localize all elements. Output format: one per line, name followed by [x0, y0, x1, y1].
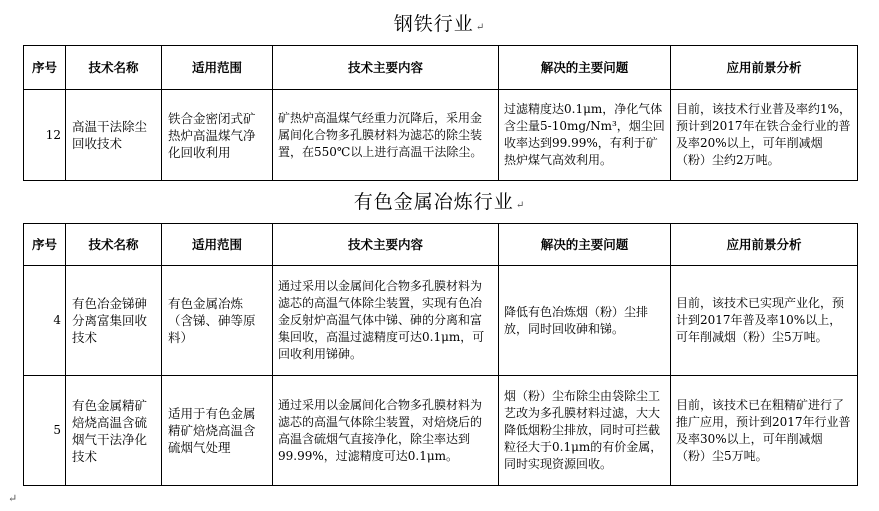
header-content: 技术主要内容: [273, 224, 499, 266]
cell-scope: 适用于有色金属精矿焙烧高温含硫烟气处理: [162, 376, 273, 486]
header-problem: 解决的主要问题: [499, 46, 671, 90]
header-no: 序号: [24, 46, 66, 90]
cell-problem: 烟（粉）尘布除尘由袋除尘工艺改为多孔膜材料过滤，大大降低烟粉尘排放，同时可拦截粒径大于0.1μm的有价金属，同时实现资源回收。: [499, 376, 671, 486]
paragraph-mark: ↵: [8, 492, 18, 505]
cell-content: 通过采用以金属间化合物多孔膜材料为滤芯的高温气体除尘装置，对焙烧后的高温含硫烟气直接净化，除尘率达到99.99%，过滤精度可达0.1μm。: [273, 376, 499, 486]
cell-problem: 过滤精度达0.1μm，净化气体含尘量5-10mg/Nm³，烟尘回收率达到99.99%，有利于矿热炉煤气高效利用。: [499, 90, 671, 181]
cell-scope: 有色金属冶炼（含锑、砷等原料）: [162, 266, 273, 376]
steel-industry-table: [23, 45, 858, 181]
cell-outlook: 目前，该技术已在粗精矿进行了推广应用，预计到2017年行业普及率30%以上，可年削减烟（粉）尘5万吨。: [671, 376, 858, 486]
cell-outlook: 目前，该技术已实现产业化，预计到2017年普及率10%以上，可年削减烟（粉）尘5万吨。: [671, 266, 858, 376]
cell-outlook: 目前，该技术行业普及率约1%，预计到2017年在铁合金行业的普及率20%以上，可年削减烟（粉）尘约2万吨。: [671, 90, 858, 181]
table-header-row: [24, 46, 858, 90]
header-scope: 适用范围: [162, 46, 273, 90]
cell-content: 通过采用以金属间化合物多孔膜材料为滤芯的高温气体除尘装置，实现有色冶金反射炉高温气体中锑、砷的分离和富集回收，高温过滤精度可达0.1μm，可回收利用锑砷。: [273, 266, 499, 376]
header-outlook: 应用前景分析: [671, 224, 858, 266]
table-row: [24, 90, 858, 181]
table-row: [24, 266, 858, 376]
cell-content: 矿热炉高温煤气经重力沉降后，采用金属间化合物多孔膜材料为滤芯的除尘装置，在550℃以上进行高温干法除尘。: [273, 90, 499, 181]
header-name: 技术名称: [66, 224, 162, 266]
cell-scope: 铁合金密闭式矿热炉高温煤气净化回收利用: [162, 90, 273, 181]
table-header-row: [24, 224, 858, 266]
header-no: 序号: [24, 224, 66, 266]
cell-problem: 降低有色冶炼烟（粉）尘排放，同时回收砷和锑。: [499, 266, 671, 376]
cell-no: 5: [24, 376, 66, 486]
header-scope: 适用范围: [162, 224, 273, 266]
cell-name: 高温干法除尘回收技术: [66, 90, 162, 181]
section-title-nonferrous: 有色金属冶炼行业 ↵: [353, 191, 526, 213]
cell-no: 4: [24, 266, 66, 376]
nonferrous-industry-table: [23, 223, 858, 486]
header-name: 技术名称: [66, 46, 162, 90]
header-outlook: 应用前景分析: [671, 46, 858, 90]
section-title-steel: 钢铁行业 ↵: [393, 13, 486, 35]
header-problem: 解决的主要问题: [499, 224, 671, 266]
header-content: 技术主要内容: [273, 46, 499, 90]
cell-name: 有色冶金锑砷分离富集回收技术: [66, 266, 162, 376]
cell-name: 有色金属精矿焙烧高温含硫烟气干法净化技术: [66, 376, 162, 486]
table-row: [24, 376, 858, 486]
cell-no: 12: [24, 90, 66, 181]
